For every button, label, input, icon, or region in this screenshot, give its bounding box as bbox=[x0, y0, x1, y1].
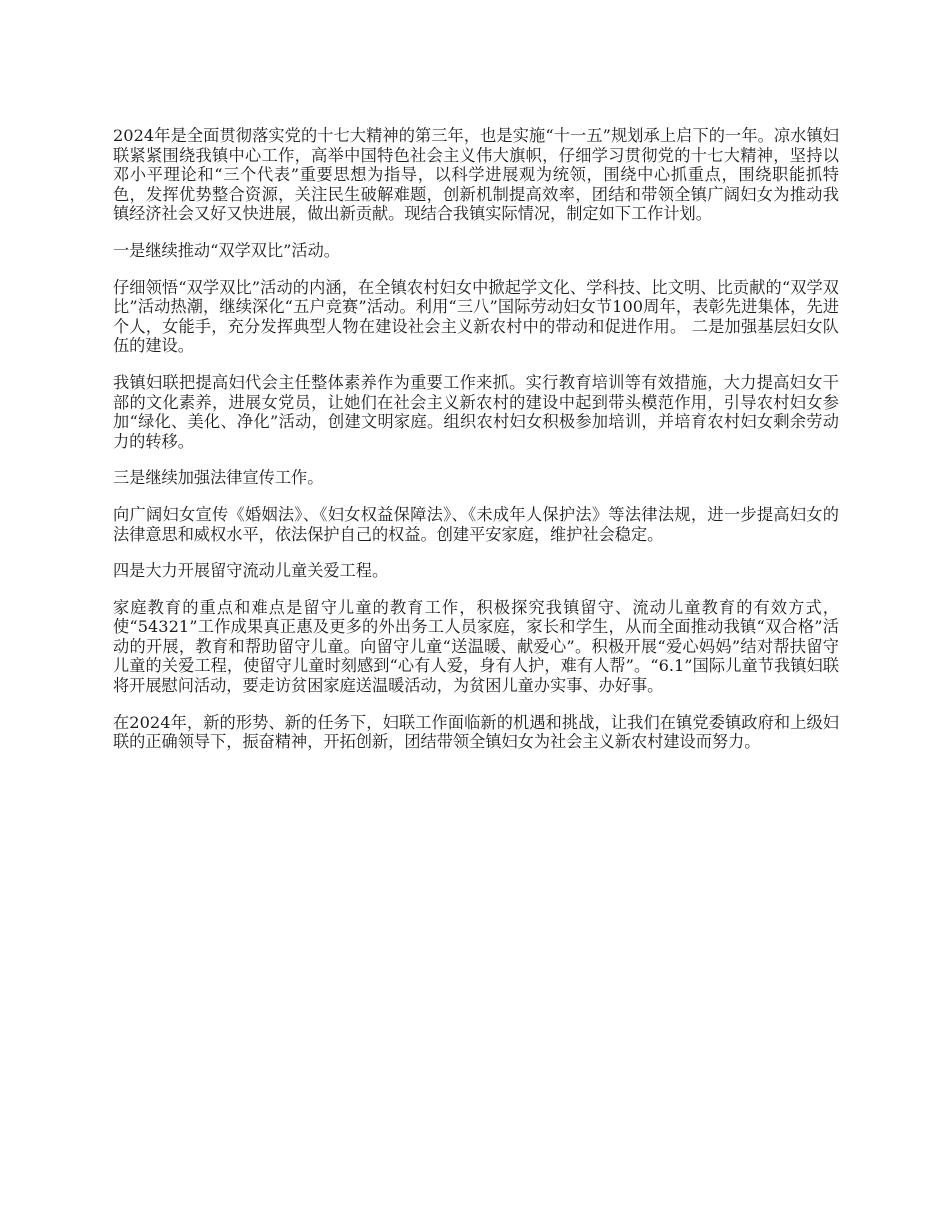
section-heading-3: 三是继续加强法律宣传工作。 bbox=[113, 468, 324, 488]
paragraph-section-2: 我镇妇联把提高妇代会主任整体素养作为重要工作来抓。实行教育培训等有效措施，大力提高妇女干部的文化素养，进展女党员，让她们在社会主义新农村的建设中起到带头模范作用，引导农村妇女参加“绿化、美化、净化”活动，创建文明家庭。组织农村妇女积极参加培训，并培育农村妇女剩余劳动力的转移。 bbox=[113, 372, 839, 451]
paragraph-conclusion: 在2024年，新的形势、新的任务下，妇联工作面临新的机遇和挑战，让我们在镇党委镇政府和上级妇联的正确领导下，振奋精神，开拓创新，团结带领全镇妇女为社会主义新农村建设而努力。 bbox=[113, 712, 839, 752]
section-heading-1: 一是继续推动“双学双比”活动。 bbox=[113, 240, 340, 260]
document-body bbox=[113, 126, 839, 769]
paragraph-intro: 2024年是全面贯彻落实党的十七大精神的第三年，也是实施“十一五”规划承上启下的一年。凉水镇妇联紧紧围绕我镇中心工作，高举中国特色社会主义伟大旗帜，仔细学习贯彻党的十七大精神，坚持以邓小平理论和“三个代表”重要思想为指导，以科学进展观为统领，围绕中心抓重点，围绕职能抓特色，发挥优势整合资源，关注民生破解难题，创新机制提高效率，团结和带领全镇广阔妇女为推动我镇经济社会又好又快进展，做出新贡献。现结合我镇实际情况，制定如下工作计划。 bbox=[113, 126, 839, 224]
paragraph-section-4: 家庭教育的重点和难点是留守儿童的教育工作，积极探究我镇留守、流动儿童教育的有效方式，使“54321”工作成果真正惠及更多的外出务工人员家庭，家长和学生，从而全面推动我镇“双合格”活动的开展，教育和帮助留守儿童。向留守儿童“送温暖、献爱心”。积极开展“爱心妈妈”结对帮扶留守儿童的关爱工程，使留守儿童时刻感到“心有人爱，身有人护，难有人帮”。“6.1”国际儿童节我镇妇联将开展慰问活动，要走访贫困家庭送温暖活动，为贫困儿童办实事、办好事。 bbox=[113, 597, 839, 696]
paragraph-section-1: 仔细领悟“双学双比”活动的内涵，在全镇农村妇女中掀起学文化、学科技、比文明、比贡献的“双学双比”活动热潮，继续深化“五户竞赛”活动。利用“三八”国际劳动妇女节100周年，表彰先进集体，先进个人，女能手，充分发挥典型人物在建设社会主义新农村中的带动和促进作用。 二是加强基层妇女队伍的建设。 bbox=[113, 277, 839, 356]
section-heading-4: 四是大力开展留守流动儿童关爱工程。 bbox=[113, 561, 389, 581]
paragraph-section-3: 向广阔妇女宣传《婚姻法》、《妇女权益保障法》、《未成年人保护法》等法律法规，进一步提高妇女的法律意思和威权水平，依法保护自己的权益。创建平安家庭，维护社会稳定。 bbox=[113, 504, 839, 544]
